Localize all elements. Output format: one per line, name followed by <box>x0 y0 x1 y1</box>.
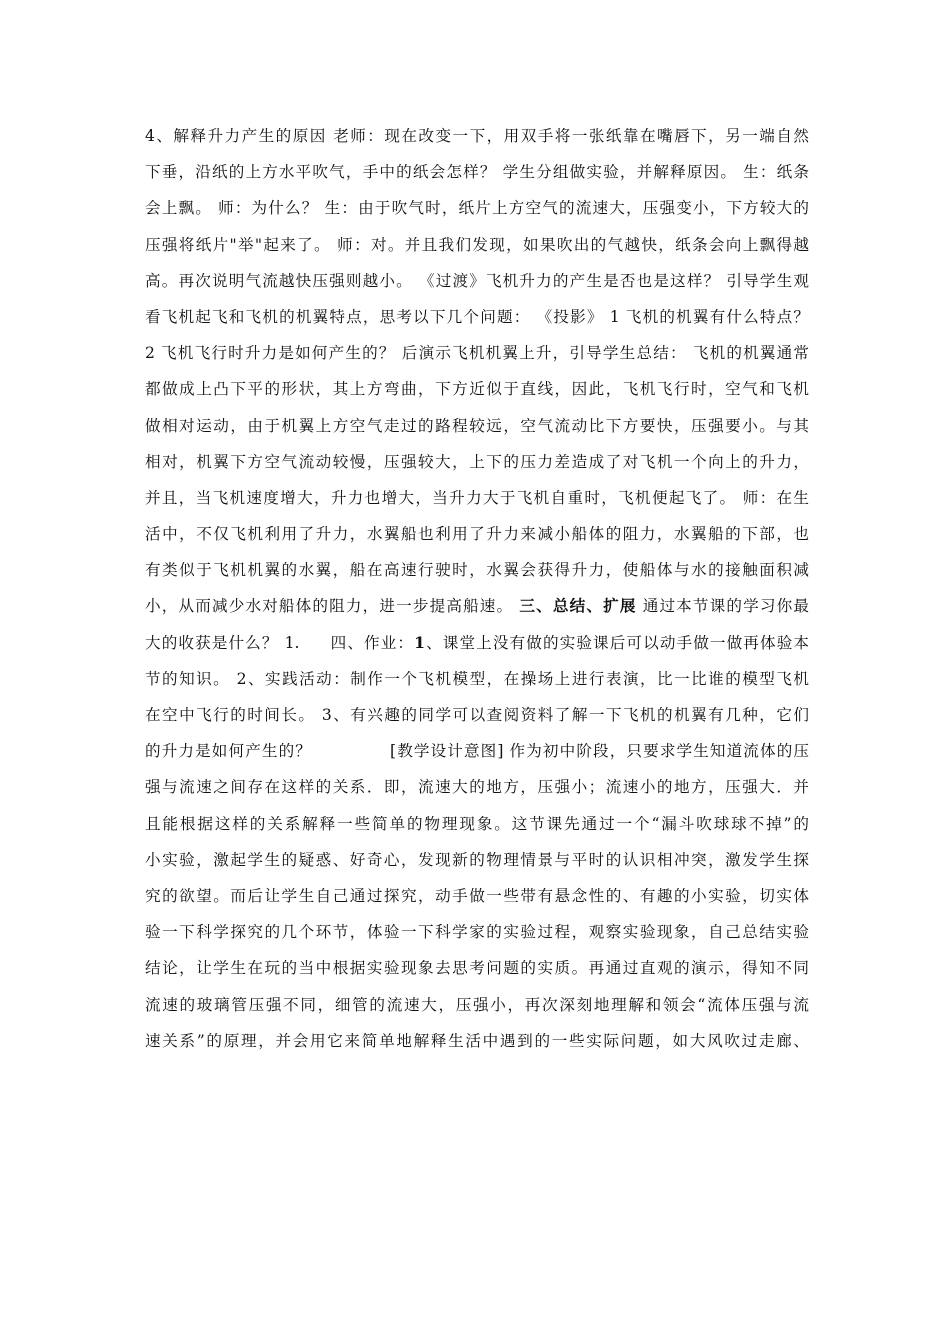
text-line-1: 4、解释升力产生的原因 老师：现在改变一下，用双手将一张纸靠在嘴唇下，另一端自然 <box>145 127 809 145</box>
text-line-14-start: 小，从而减少水对船体的阻力，进一步提高船速。 <box>145 597 514 616</box>
homework-item-number: 1 <box>414 632 425 652</box>
text-line-19: 强与流速之间存在这样的关系．即，流速大的地方，压强小；流速小的地方，压强大．并 <box>145 778 809 797</box>
text-line-8: 都做成上凸下平的形状，其上方弯曲，下方近似于直线，因此，飞机飞行时，空气和飞机 <box>145 380 809 399</box>
text-line-18-start: 的升力是如何产生的？ <box>145 742 312 761</box>
text-line-24: 结论，让学生在玩的当中根据实验现象去思考问题的实质。再通过直观的演示，得知不同 <box>145 959 809 978</box>
text-line-25: 流速的玻璃管压强不同，细管的流速大，压强小，再次深刻地理解和领会“流体压强与流 <box>145 995 809 1014</box>
text-line-15-end: 、课堂上没有做的实验课后可以动手做一做再体验本 <box>424 633 809 652</box>
text-line-17: 在空中飞行的时间长。 3、有兴趣的同学可以查阅资料了解一下飞机的机翼有几种，它们 <box>145 706 809 724</box>
document-body <box>145 118 809 1059</box>
text-line-18 <box>145 733 809 769</box>
text-line-13: 有类似于飞机机翼的水翼，船在高速行驶时，水翼会获得升力，使船体与水的接触面积减 <box>145 561 809 580</box>
text-line-2: 下垂，沿纸的上方水平吹气，手中的纸会怎样？ 学生分组做实验，并解释原因。 生：纸条 <box>145 163 809 182</box>
text-line-23: 验一下科学探究的几个环节，体验一下科学家的实验过程，观察实验现象，自己总结实验 <box>145 923 809 942</box>
text-line-26: 速关系”的原理，并会用它来简单地解释生活中遇到的一些实际问题，如大风吹过走廊、 <box>145 1031 809 1050</box>
text-line-5: 高。再次说明气流越快压强则越小。 《过渡》飞机升力的产生是否也是这样？ 引导学生观 <box>145 271 809 290</box>
text-line-4: 压强将纸片"举"起来了。 师：对。并且我们发现，如果吹出的气越快，纸条会向上飘得越 <box>145 235 809 254</box>
text-line-12: 活中，不仅飞机利用了升力，水翼船也利用了升力来减小船体的阻力，水翼船的下部，也 <box>145 525 809 544</box>
text-line-15-start: 大的收获是什么？ 1. <box>145 633 300 652</box>
text-line-16: 节的知识。 2、实践活动：制作一个飞机模型，在操场上进行表演，比一比谁的模型飞机 <box>145 669 809 688</box>
homework-label: 四、作业： <box>329 633 415 652</box>
text-line-6: 看飞机起飞和飞机的机翼特点，思考以下几个问题： 《投影》 1 飞机的机翼有什么特点？ <box>145 307 809 326</box>
text-line-14 <box>145 588 809 624</box>
text-line-15 <box>145 625 809 661</box>
text-line-21: 小实验，激起学生的疑惑、好奇心，发现新的物理情景与平时的认识相冲突，激发学生探 <box>145 850 809 869</box>
text-line-20: 且能根据这样的关系解释一些简单的物理现象。这节课先通过一个“漏斗吹球球不掉”的 <box>145 814 809 833</box>
text-line-3: 会上飘。 师：为什么？ 生：由于吹气时，纸片上方空气的流速大，压强变小，下方较大的 <box>145 199 809 218</box>
section-heading-summary: 三、总结、扩展 <box>519 596 637 616</box>
text-line-11: 并且，当飞机速度增大，升力也增大，当升力大于飞机自重时，飞机便起飞了。 师：在生 <box>145 488 809 507</box>
design-intent-heading: [教学设计意图] 作为初中阶段，只要求学生知道流体的压 <box>390 742 809 761</box>
text-line-7: 2 飞机飞行时升力是如何产生的？ 后演示飞机机翼上升，引导学生总结： 飞机的机翼通常 <box>145 344 809 363</box>
text-line-9: 做相对运动，由于机翼上方空气走过的路程较远，空气流动比下方要快，压强要小。与其 <box>145 416 809 435</box>
text-line-14-end: 通过本节课的学习你最 <box>642 597 809 616</box>
text-line-10: 相对，机翼下方空气流动较慢，压强较大，上下的压力差造成了对飞机一个向上的升力， <box>145 452 809 471</box>
text-line-22: 究的欲望。而后让学生自己通过探究，动手做一些带有悬念性的、有趣的小实验，切实体 <box>145 886 809 905</box>
